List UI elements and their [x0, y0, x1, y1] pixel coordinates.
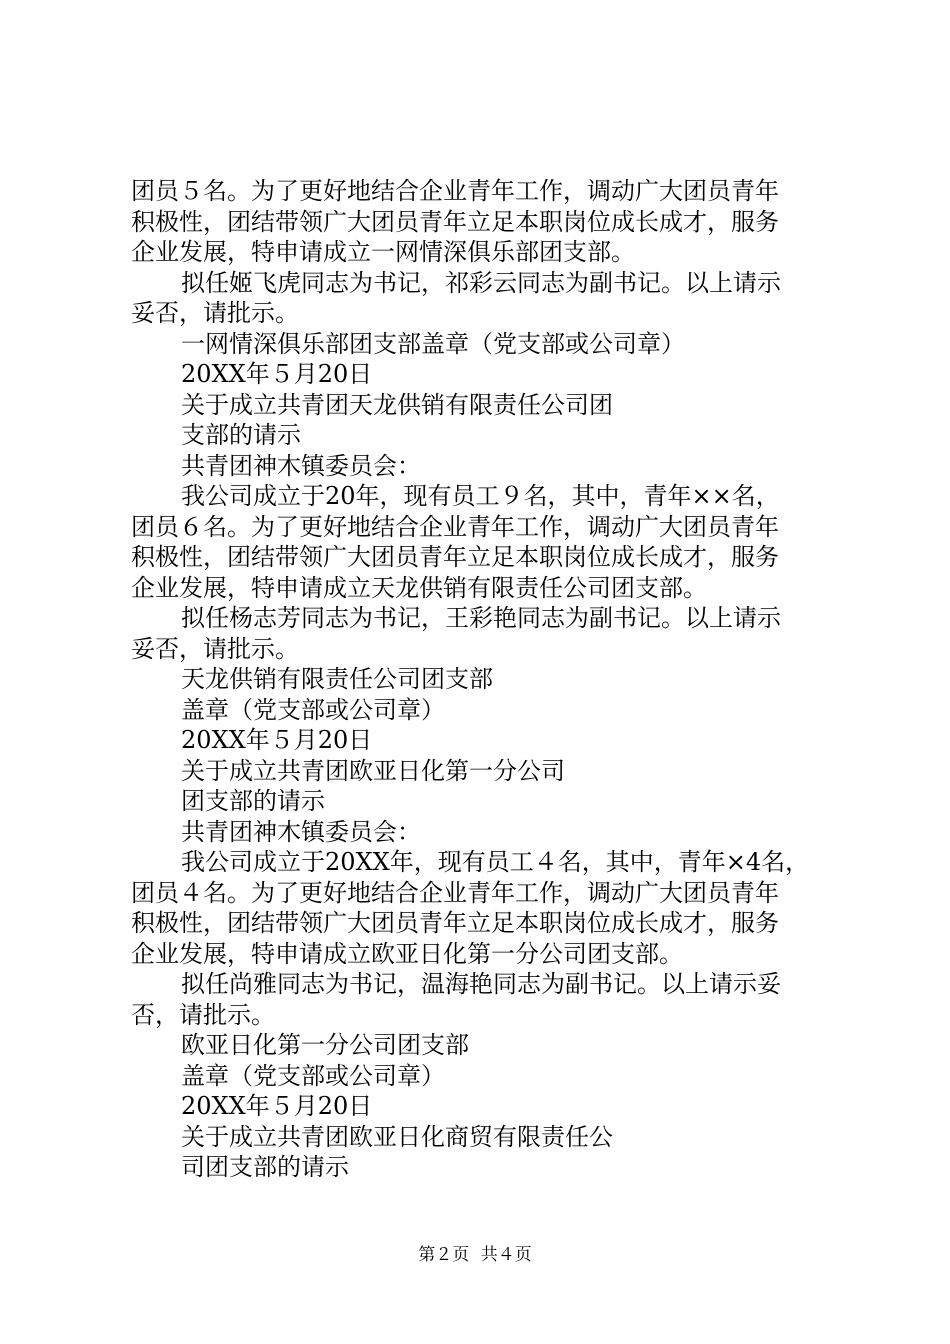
page-total: 共４页 — [480, 1245, 532, 1265]
text-line: 团员６名。为了更好地结合企业青年工作，调动广大团员青年 — [131, 512, 779, 541]
text-line: 妥否，请批示。 — [131, 299, 299, 327]
addressee-line: 共青团神木镇委员会： — [181, 817, 421, 846]
date-line: 20XX年５月20日 — [181, 726, 373, 754]
section-heading: 关于成立共青团欧亚日化商贸有限责任公 — [181, 1122, 613, 1151]
signature-line: 盖章（党支部或公司章） — [181, 1061, 445, 1090]
signature-line: 一网情深俱乐部团支部盖章（党支部或公司章） — [181, 329, 685, 358]
section-heading: 团支部的请示 — [181, 787, 325, 815]
signature-line: 天龙供销有限责任公司团支部 — [181, 665, 493, 693]
date-line: 20XX年５月20日 — [181, 1092, 373, 1120]
text-line: 团员４名。为了更好地结合企业青年工作，调动广大团员青年 — [131, 878, 779, 907]
signature-line: 欧亚日化第一分公司团支部 — [181, 1031, 469, 1059]
text-line: 否，请批示。 — [131, 1000, 275, 1029]
section-heading: 支部的请示 — [181, 421, 301, 449]
text-line: 企业发展，特申请成立天龙供销有限责任公司团支部。 — [131, 573, 707, 602]
text-line: 拟任杨志芳同志为书记，王彩艳同志为副书记。以上请示 — [181, 604, 781, 632]
text-line: 积极性，团结带领广大团员青年立足本职岗位成长成才，服务 — [131, 207, 779, 236]
page-footer — [0, 1244, 950, 1266]
text-line: 团员５名。为了更好地结合企业青年工作，调动广大团员青年 — [131, 177, 779, 205]
text-line: 我公司成立于20XX年，现有员工４名，其中，青年×4名， — [181, 848, 810, 876]
page-number: 第２页 — [418, 1245, 470, 1265]
text-line: 拟任尚雅同志为书记，温海艳同志为副书记。以上请示妥 — [181, 970, 781, 998]
section-heading: 司团支部的请示 — [181, 1153, 349, 1181]
text-line: 拟任姬飞虎同志为书记，祁彩云同志为副书记。以上请示 — [181, 268, 781, 297]
text-line: 妥否，请批示。 — [131, 634, 299, 663]
date-line: 20XX年５月20日 — [181, 360, 373, 388]
document-body — [131, 176, 836, 1183]
signature-line: 盖章（党支部或公司章） — [181, 695, 445, 724]
text-line: 企业发展，特申请成立欧亚日化第一分公司团支部。 — [131, 939, 683, 968]
text-line: 积极性，团结带领广大团员青年立足本职岗位成长成才，服务 — [131, 543, 779, 571]
text-line: 积极性，团结带领广大团员青年立足本职岗位成长成才，服务 — [131, 909, 779, 937]
text-line: 企业发展，特申请成立一网情深俱乐部团支部。 — [131, 238, 635, 266]
section-heading: 关于成立共青团欧亚日化第一分公司 — [181, 756, 565, 785]
section-heading: 关于成立共青团天龙供销有限责任公司团 — [181, 390, 613, 419]
text-line: 我公司成立于20年，现有员工９名，其中，青年××名， — [181, 482, 780, 510]
addressee-line: 共青团神木镇委员会： — [181, 451, 421, 480]
